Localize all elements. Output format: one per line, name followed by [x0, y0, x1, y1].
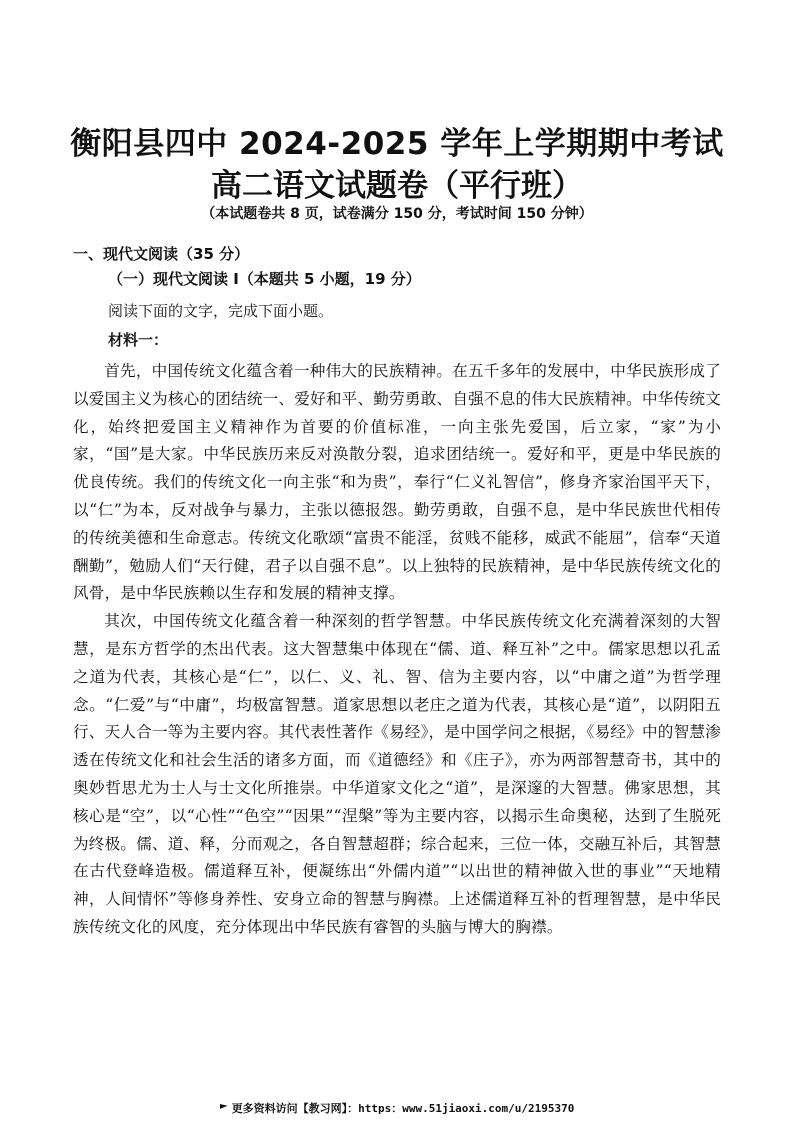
- footer-text[interactable]: 更多资料访问【教习网】：https：www.51jiaoxi.com/u/2195370: [231, 1102, 575, 1115]
- passage-paragraph-1: 首先，中国传统文化蕴含着一种伟大的民族精神。在五千多年的发展中，中华民族形成了以爱国主义为核心的团结统一、爱好和平、勤劳勇敢、自强不息的伟大民族精神。中华传统文化，始终把爱国主义精神作为首要的价值标准，一向主张先爱国，后立家，“家”为小家，“国”是大家。中华民族历来反对涣散分裂，追求团结统一。爱好和平，更是中华民族的优良传统。我们的传统文化一向主张“和为贵”，奉行“仁义礼智信”，修身齐家治国平天下，以“仁”为本，反对战争与暴力，主张以德报怨。勤劳勇敢，自强不息，是中华民族世代相传的传统美德和生命意志。传统文化歌颂“富贵不能淫，贫贱不能移，威武不能屈”，信奉“天道酬勤”，勉励人们“天行健，君子以自强不息”。以上独特的民族精神，是中华民族传统文化的风骨，是中华民族赖以生存和发展的精神支撑。: [73, 362, 721, 603]
- footer-link[interactable]: [0, 1100, 794, 1116]
- exam-title-line1: 衡阳县四中 2024-2025 学年上学期期中考试: [70, 126, 724, 162]
- reading-instruction: 阅读下面的文字，完成下面小题。: [108, 302, 334, 320]
- exam-subtitle: （本试题卷共 8 页，试卷满分 150 分，考试时间 150 分钟）: [201, 206, 593, 222]
- flag-icon: [220, 1104, 228, 1113]
- material-label: 材料一：: [108, 331, 169, 349]
- passage-body: [73, 358, 721, 942]
- exam-title-line2: 高二语文试题卷（平行班）: [211, 168, 583, 204]
- subsection-heading: （一）现代文阅读 I（本题共 5 小题，19 分）: [108, 270, 421, 288]
- section-heading: 一、现代文阅读（35 分）: [73, 245, 250, 263]
- passage-paragraph-2: 其次，中国传统文化蕴含着一种深刻的哲学智慧。中华民族传统文化充满着深刻的大智慧，是东方哲学的杰出代表。这大智慧集中体现在“儒、道、释互补”之中。儒家思想以孔孟之道为代表，其核心是“仁”，以仁、义、礼、智、信为主要内容，以“中庸之道”为哲学理念。“仁爱”与“中庸”，均极富智慧。道家思想以老庄之道为代表，其核心是“道”，以阴阳五行、天人合一等为主要内容。其代表性著作《易经》，是中国学问之根据，《易经》中的智慧渗透在传统文化和社会生活的诸多方面，而《道德经》和《庄子》，亦为两部智慧奇书，其中的奥妙哲思尤为士人与士文化所推崇。中华道家文化之“道”，是深邃的大智慧。佛家思想，其核心是“空”，以“心性”“色空”“因果”“涅槃”等为主要内容，以揭示生命奥秘，达到了生脱死为终极。儒、道、释，分而观之，各自智慧超群；综合起来，三位一体，交融互补后，其智慧在古代登峰造极。儒道释互补，便凝练出“外儒内道”“以出世的精神做入世的事业”“天地精神，人间情怀”等修身养性、安身立命的智慧与胸襟。上述儒道释互补的哲理智慧，是中华民族传统文化的风度，充分体现出中华民族有睿智的头脑与博大的胸襟。: [73, 612, 721, 936]
